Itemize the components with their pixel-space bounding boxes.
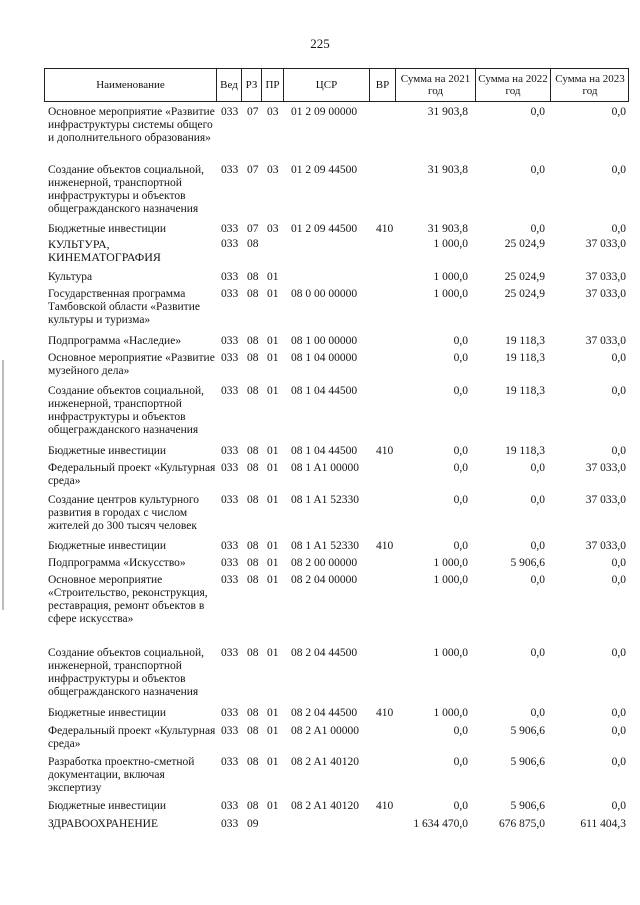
row-sum-2023: 37 033,0: [585, 288, 626, 300]
row-sum-2021: 0,0: [453, 385, 468, 397]
row-pr: 01: [267, 385, 279, 397]
row-rz: 08: [247, 756, 259, 768]
row-sum-2021: 0,0: [453, 494, 468, 506]
row-ved: 033: [221, 238, 239, 250]
row-ved: 033: [221, 800, 239, 812]
row-name: Федеральный проект «Культурная среда»: [48, 462, 216, 487]
header-rz: РЗ: [242, 69, 262, 101]
row-sum-2021: 1 000,0: [433, 707, 468, 719]
row-csr: 08 2 04 44500: [291, 707, 358, 719]
row-sum-2022: 0,0: [530, 106, 545, 118]
row-vr: 410: [376, 445, 394, 457]
row-sum-2022: 19 118,3: [505, 385, 545, 397]
row-pr: 01: [267, 557, 279, 569]
row-csr: 08 2 A1 00000: [291, 725, 360, 737]
row-rz: 08: [247, 385, 259, 397]
row-pr: 01: [267, 647, 279, 659]
row-ved: 033: [221, 164, 239, 176]
row-rz: 08: [247, 445, 259, 457]
row-sum-2021: 1 634 470,0: [413, 818, 468, 830]
row-ved: 033: [221, 818, 239, 830]
row-ved: 033: [221, 223, 239, 235]
row-pr: 01: [267, 352, 279, 364]
header-sum-2021: Сумма на 2021 год: [396, 69, 476, 101]
row-csr: 08 1 04 00000: [291, 352, 358, 364]
row-rz: 08: [247, 574, 259, 586]
row-pr: 03: [267, 106, 279, 118]
row-sum-2022: 5 906,6: [510, 800, 545, 812]
row-rz: 07: [247, 164, 259, 176]
row-sum-2021: 0,0: [453, 800, 468, 812]
row-ved: 033: [221, 445, 239, 457]
row-sum-2022: 19 118,3: [505, 445, 545, 457]
page-number: 225: [310, 36, 330, 51]
header-csr: ЦСР: [284, 69, 370, 101]
row-rz: 08: [247, 288, 259, 300]
row-sum-2023: 0,0: [611, 800, 626, 812]
row-name: Создание объектов социальной, инженерной, транспортной инфраструктуры и объектов общегражданского назначения: [48, 164, 205, 215]
row-ved: 033: [221, 462, 239, 474]
row-name: Разработка проектно-сметной документации, включая экспертизу: [48, 756, 195, 794]
row-sum-2022: 0,0: [530, 647, 545, 659]
row-sum-2022: 5 906,6: [510, 557, 545, 569]
row-name: Создание объектов социальной, инженерной, транспортной инфраструктуры и объектов общегражданского назначения: [48, 647, 205, 698]
row-sum-2023: 611 404,3: [580, 818, 626, 830]
row-vr: 410: [376, 223, 394, 235]
row-name: Культура: [48, 271, 93, 283]
row-name: Подпрограмма «Искусство»: [48, 557, 186, 569]
row-pr: 01: [267, 445, 279, 457]
row-rz: 07: [247, 223, 259, 235]
row-name: Бюджетные инвестиции: [48, 707, 167, 719]
row-pr: 01: [267, 462, 279, 474]
row-sum-2021: 31 903,8: [427, 223, 468, 235]
row-pr: 01: [267, 800, 279, 812]
row-sum-2021: 1 000,0: [433, 647, 468, 659]
row-sum-2021: 0,0: [453, 335, 468, 347]
row-ved: 033: [221, 707, 239, 719]
row-pr: 03: [267, 164, 279, 176]
row-sum-2023: 0,0: [611, 574, 626, 586]
row-rz: 09: [247, 818, 259, 830]
row-name: Основное мероприятие «Развитие инфраструктуры системы общего и дополнительного образования»: [48, 106, 215, 144]
row-rz: 08: [247, 540, 259, 552]
row-ved: 033: [221, 557, 239, 569]
row-vr: 410: [376, 800, 394, 812]
row-sum-2022: 0,0: [530, 462, 545, 474]
row-csr: 08 0 00 00000: [291, 288, 358, 300]
row-name: Создание объектов социальной, инженерной, транспортной инфраструктуры и объектов общегражданского назначения: [48, 385, 205, 436]
row-name: Подпрограмма «Наследие»: [48, 335, 182, 347]
row-sum-2023: 0,0: [611, 756, 626, 768]
row-sum-2021: 31 903,8: [427, 106, 468, 118]
header-name: Наименование: [45, 69, 217, 101]
row-ved: 033: [221, 288, 239, 300]
row-sum-2022: 25 024,9: [504, 238, 545, 250]
row-sum-2023: 0,0: [611, 707, 626, 719]
row-name: Создание центров культурного развития в городах с числом жителей до 300 тысяч человек: [48, 494, 200, 532]
row-ved: 033: [221, 725, 239, 737]
row-vr: 410: [376, 707, 394, 719]
row-sum-2023: 0,0: [611, 385, 626, 397]
row-pr: 03: [267, 223, 279, 235]
row-ved: 033: [221, 385, 239, 397]
table-header: [44, 68, 629, 102]
row-sum-2021: 0,0: [453, 352, 468, 364]
row-pr: 01: [267, 540, 279, 552]
row-sum-2023: 0,0: [611, 725, 626, 737]
row-rz: 08: [247, 462, 259, 474]
row-ved: 033: [221, 494, 239, 506]
row-sum-2023: 0,0: [611, 445, 626, 457]
row-sum-2021: 1 000,0: [433, 238, 468, 250]
header-sum-2023: Сумма на 2023 год: [555, 73, 625, 97]
row-ved: 033: [221, 574, 239, 586]
header-vr: ВР: [370, 69, 396, 101]
row-ved: 033: [221, 352, 239, 364]
row-csr: 01 2 09 44500: [291, 164, 358, 176]
row-rz: 08: [247, 647, 259, 659]
row-sum-2021: 1 000,0: [433, 271, 468, 283]
row-sum-2021: 1 000,0: [433, 557, 468, 569]
row-pr: 01: [267, 574, 279, 586]
row-sum-2023: 0,0: [611, 352, 626, 364]
row-sum-2023: 37 033,0: [585, 335, 626, 347]
row-ved: 033: [221, 540, 239, 552]
row-sum-2021: 0,0: [453, 445, 468, 457]
row-csr: 01 2 09 00000: [291, 106, 358, 118]
row-csr: 08 2 A1 40120: [291, 800, 360, 812]
row-sum-2022: 0,0: [530, 574, 545, 586]
row-csr: 08 2 A1 40120: [291, 756, 360, 768]
row-rz: 08: [247, 335, 259, 347]
header-pr: ПР: [262, 69, 284, 101]
row-sum-2023: 37 033,0: [585, 238, 626, 250]
row-sum-2022: 0,0: [530, 223, 545, 235]
row-sum-2023: 0,0: [611, 164, 626, 176]
row-sum-2022: 676 875,0: [499, 818, 545, 830]
row-pr: 01: [267, 494, 279, 506]
row-sum-2021: 0,0: [453, 462, 468, 474]
row-rz: 08: [247, 271, 259, 283]
row-ved: 033: [221, 271, 239, 283]
scan-edge-mark: [2, 360, 4, 610]
header-ved: Вед: [217, 69, 242, 101]
row-sum-2021: 1 000,0: [433, 574, 468, 586]
row-rz: 08: [247, 494, 259, 506]
row-ved: 033: [221, 756, 239, 768]
row-sum-2023: 37 033,0: [585, 271, 626, 283]
row-sum-2022: 0,0: [530, 540, 545, 552]
row-csr: 08 1 04 44500: [291, 385, 358, 397]
row-sum-2021: 31 903,8: [427, 164, 468, 176]
row-rz: 07: [247, 106, 259, 118]
row-rz: 08: [247, 557, 259, 569]
row-name: КУЛЬТУРА, КИНЕМАТОГРАФИЯ: [48, 237, 161, 264]
row-name: Государственная программа Тамбовской области «Развитие культуры и туризма»: [48, 288, 200, 326]
row-rz: 08: [247, 800, 259, 812]
row-ved: 033: [221, 106, 239, 118]
row-sum-2023: 37 033,0: [585, 494, 626, 506]
row-csr: 08 1 A1 00000: [291, 462, 360, 474]
row-pr: 01: [267, 335, 279, 347]
row-sum-2022: 0,0: [530, 494, 545, 506]
row-sum-2023: 0,0: [611, 106, 626, 118]
row-name: Бюджетные инвестиции: [48, 445, 167, 457]
row-sum-2023: 37 033,0: [585, 540, 626, 552]
row-sum-2021: 0,0: [453, 725, 468, 737]
row-name: Бюджетные инвестиции: [48, 540, 167, 552]
row-pr: 01: [267, 707, 279, 719]
row-name: Основное мероприятие «Строительство, реконструкция, реставрация, ремонт объектов в сфере искусства»: [48, 574, 208, 625]
row-sum-2022: 25 024,9: [504, 288, 545, 300]
row-pr: 01: [267, 725, 279, 737]
row-pr: 01: [267, 756, 279, 768]
row-vr: 410: [376, 540, 394, 552]
row-sum-2023: 37 033,0: [585, 462, 626, 474]
row-sum-2022: 19 118,3: [505, 352, 545, 364]
row-csr: 08 1 A1 52330: [291, 494, 360, 506]
row-csr: 08 2 04 00000: [291, 574, 358, 586]
row-name: Основное мероприятие «Развитие музейного дела»: [48, 352, 215, 377]
row-name: Бюджетные инвестиции: [48, 223, 167, 235]
row-csr: 08 1 A1 52330: [291, 540, 360, 552]
row-sum-2022: 5 906,6: [510, 756, 545, 768]
header-sum-2022: Сумма на 2022 год: [476, 69, 551, 101]
row-sum-2022: 5 906,6: [510, 725, 545, 737]
row-csr: 01 2 09 44500: [291, 223, 358, 235]
row-csr: 08 2 04 44500: [291, 647, 358, 659]
row-rz: 08: [247, 725, 259, 737]
row-csr: 08 2 00 00000: [291, 557, 358, 569]
row-sum-2021: 0,0: [453, 756, 468, 768]
row-sum-2023: 0,0: [611, 557, 626, 569]
row-sum-2023: 0,0: [611, 647, 626, 659]
row-sum-2022: 0,0: [530, 707, 545, 719]
row-pr: 01: [267, 271, 279, 283]
row-name: ЗДРАВООХРАНЕНИЕ: [48, 818, 159, 830]
row-sum-2021: 0,0: [453, 540, 468, 552]
row-sum-2022: 25 024,9: [504, 271, 545, 283]
row-ved: 033: [221, 335, 239, 347]
row-csr: 08 1 04 44500: [291, 445, 358, 457]
row-sum-2022: 0,0: [530, 164, 545, 176]
row-name: Бюджетные инвестиции: [48, 800, 167, 812]
row-rz: 08: [247, 352, 259, 364]
row-sum-2021: 1 000,0: [433, 288, 468, 300]
row-sum-2023: 0,0: [611, 223, 626, 235]
row-rz: 08: [247, 707, 259, 719]
row-ved: 033: [221, 647, 239, 659]
row-pr: 01: [267, 288, 279, 300]
row-sum-2022: 19 118,3: [505, 335, 545, 347]
row-rz: 08: [247, 238, 259, 250]
row-csr: 08 1 00 00000: [291, 335, 358, 347]
row-name: Федеральный проект «Культурная среда»: [48, 725, 216, 750]
